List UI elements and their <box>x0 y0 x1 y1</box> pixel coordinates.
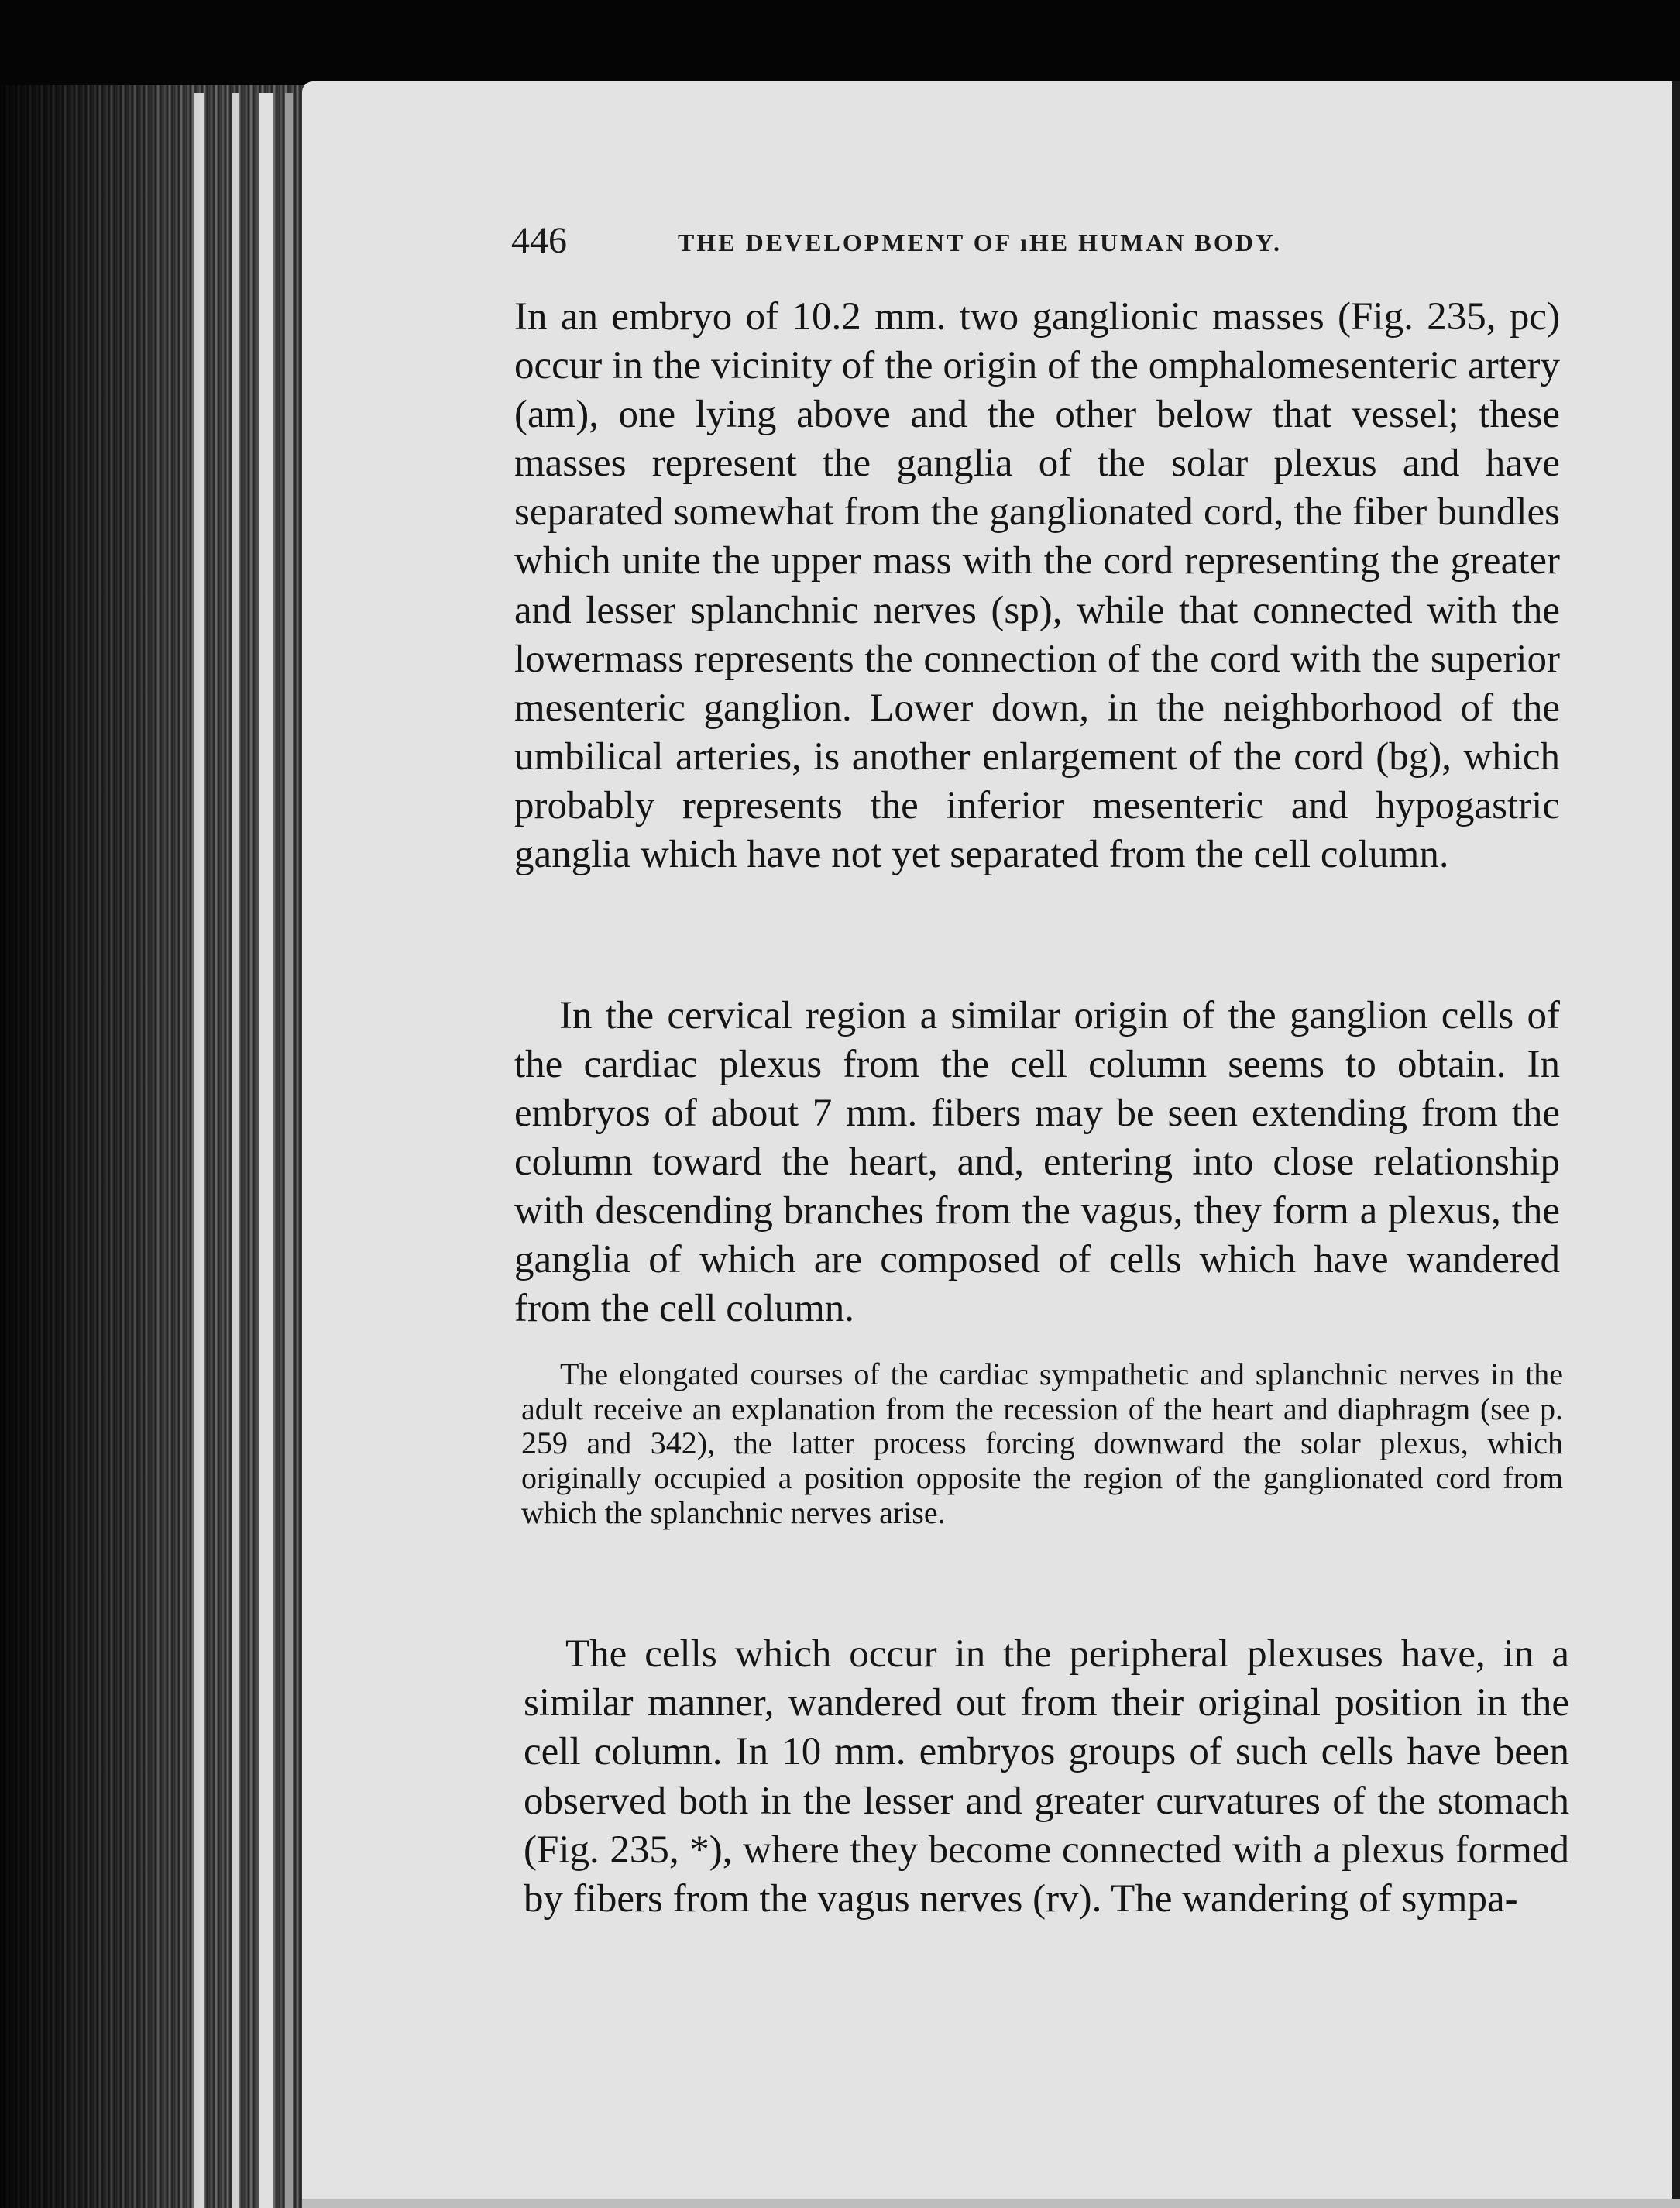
running-title: THE DEVELOPMENT OF ıHE HUMAN BODY. <box>678 229 1282 256</box>
paragraph-text: The cells which occur in the peripheral plexuses have, in a similar manner, wandered out from their original position in the cell column. In 10 mm. embryos groups of such cells have been observed both in the lesser and greater curvatures of the stomach (Fig. 235, *), where they become connected with a plexus formed by fibers from the vagus nerves (rv). The wandering of sympa- <box>524 1632 1569 1921</box>
page-edge-highlight <box>259 93 273 2208</box>
page-right-edge <box>1672 81 1680 2208</box>
page-edge-highlight <box>285 93 293 2208</box>
page-bottom-edge <box>302 2199 1680 2208</box>
body-paragraph-2 <box>514 992 1560 1333</box>
note-text: The elongated courses of the cardiac sympathetic and splanchnic nerves in the adult receive an explanation from the recession of the heart and diaphragm (see p. 259 and 342), the latter process forcing downward the solar plexus, which originally occupied a position opposite the region of the ganglionated cord from which the splanchnic nerves arise. <box>521 1357 1563 1530</box>
page-edge-highlight <box>232 93 239 2208</box>
page-number: 446 <box>511 220 567 261</box>
page-edge-shadow <box>0 85 201 2208</box>
page-header <box>511 219 1410 266</box>
small-print-note <box>521 1357 1563 1531</box>
body-paragraph-1 <box>514 293 1560 879</box>
body-paragraph-3 <box>524 1630 1569 1924</box>
paragraph-text: In the cervical region a similar origin of the ganglion cells of the cardiac plexus from the cell column seems to obtain. In embryos of about 7 mm. fibers may be seen extending from the column toward the heart, and, entering into close relationship with descending branches from the vagus, they form a plexus, the ganglia of which are composed of cells which have wandered from the cell column. <box>514 994 1560 1330</box>
paragraph-text: In an embryo of 10.2 mm. two ganglionic masses (Fig. 235, pc) occur in the vicinity of the origin of the omphalomesenteric artery (am), one lying above and the other below that vessel; these masses represent the ganglia of the solar plexus and have separated somewhat from the ganglionated cord, the fiber bundles which unite the upper mass with the cord representing the greater and lesser splanchnic nerves (sp), while that connected with the lowermass represents the connection of the cord with the superior mesenteric ganglion. Lower down, in the neighborhood of the umbilical arteries, is another enlargement of the cord (bg), which probably represents the inferior mesenteric and hypogastric ganglia which have not yet separated from the cell column. <box>514 295 1560 877</box>
